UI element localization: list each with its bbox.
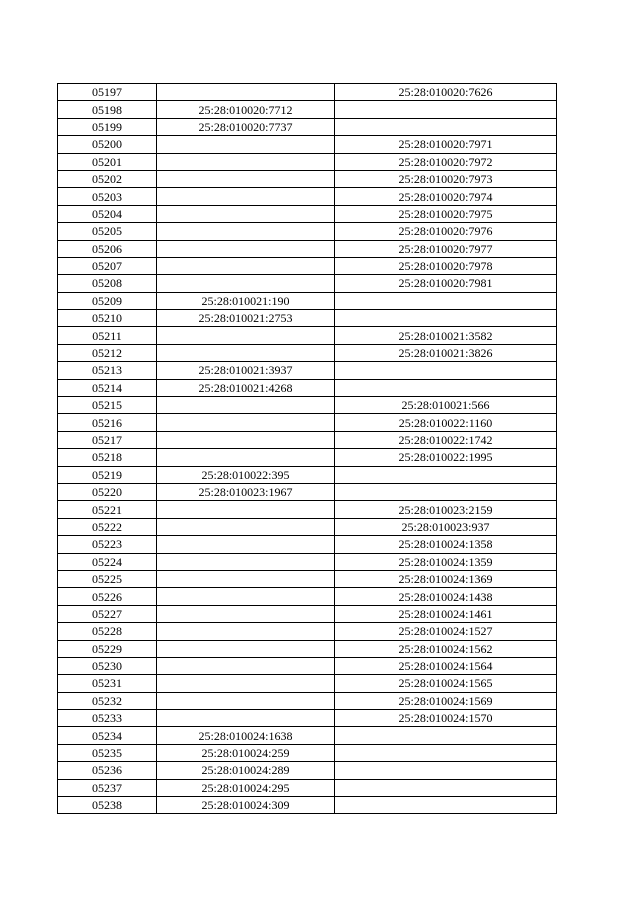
table-row	[58, 431, 557, 448]
cadastral-number-cell-right	[335, 744, 557, 761]
cadastral-number-cell-left	[157, 327, 335, 344]
table-row	[58, 727, 557, 744]
cadastral-number-cell-right	[335, 101, 557, 118]
cadastral-number-cell-left: 25:28:010024:309	[157, 797, 335, 814]
row-number-cell: 05225	[58, 570, 157, 587]
table-row	[58, 553, 557, 570]
cadastral-number-cell-right	[335, 466, 557, 483]
table-row	[58, 605, 557, 622]
table-row	[58, 205, 557, 222]
cadastral-number-cell-left	[157, 344, 335, 361]
cadastral-number-cell-right	[335, 292, 557, 309]
row-number-cell: 05229	[58, 640, 157, 657]
cadastral-number-cell-right: 25:28:010024:1565	[335, 675, 557, 692]
table-row	[58, 501, 557, 518]
cadastral-number-cell-left	[157, 657, 335, 674]
cadastral-number-cell-right: 25:28:010022:1742	[335, 431, 557, 448]
table-row	[58, 744, 557, 761]
row-number-cell: 05221	[58, 501, 157, 518]
cadastral-number-cell-right: 25:28:010020:7976	[335, 223, 557, 240]
cadastral-number-cell-left	[157, 570, 335, 587]
cadastral-number-cell-right: 25:28:010023:2159	[335, 501, 557, 518]
row-number-cell: 05233	[58, 710, 157, 727]
table-row	[58, 223, 557, 240]
row-number-cell: 05234	[58, 727, 157, 744]
cadastral-number-cell-left	[157, 536, 335, 553]
table-row	[58, 153, 557, 170]
row-number-cell: 05204	[58, 205, 157, 222]
cadastral-number-cell-right: 25:28:010024:1358	[335, 536, 557, 553]
cadastral-number-cell-left	[157, 84, 335, 101]
table-row	[58, 483, 557, 500]
cadastral-number-cell-right: 25:28:010024:1438	[335, 588, 557, 605]
cadastral-number-cell-left	[157, 275, 335, 292]
cadastral-number-cell-left: 25:28:010020:7712	[157, 101, 335, 118]
row-number-cell: 05207	[58, 257, 157, 274]
table-row	[58, 797, 557, 814]
row-number-cell: 05209	[58, 292, 157, 309]
cadastral-number-cell-left: 25:28:010022:395	[157, 466, 335, 483]
cadastral-number-cell-left	[157, 692, 335, 709]
table-row	[58, 570, 557, 587]
cadastral-number-cell-right	[335, 727, 557, 744]
cadastral-number-cell-left	[157, 588, 335, 605]
table-row	[58, 275, 557, 292]
cadastral-number-cell-left	[157, 710, 335, 727]
table-row	[58, 536, 557, 553]
row-number-cell: 05200	[58, 136, 157, 153]
cadastral-number-cell-left: 25:28:010023:1967	[157, 483, 335, 500]
cadastral-number-cell-left	[157, 240, 335, 257]
cadastral-number-cell-left	[157, 640, 335, 657]
row-number-cell: 05219	[58, 466, 157, 483]
row-number-cell: 05213	[58, 362, 157, 379]
table-row	[58, 379, 557, 396]
table-row	[58, 327, 557, 344]
row-number-cell: 05230	[58, 657, 157, 674]
cadastral-number-cell-left	[157, 518, 335, 535]
cadastral-number-cell-right: 25:28:010020:7973	[335, 170, 557, 187]
table-row	[58, 414, 557, 431]
row-number-cell: 05208	[58, 275, 157, 292]
row-number-cell: 05199	[58, 118, 157, 135]
table-row	[58, 136, 557, 153]
cadastral-number-cell-left	[157, 501, 335, 518]
row-number-cell: 05217	[58, 431, 157, 448]
table-row	[58, 762, 557, 779]
cadastral-number-cell-right	[335, 762, 557, 779]
table-row	[58, 710, 557, 727]
table-row	[58, 118, 557, 135]
cadastral-number-cell-right	[335, 483, 557, 500]
row-number-cell: 05206	[58, 240, 157, 257]
cadastral-number-cell-left: 25:28:010024:289	[157, 762, 335, 779]
table-row	[58, 518, 557, 535]
table-row	[58, 240, 557, 257]
cadastral-number-cell-right: 25:28:010020:7975	[335, 205, 557, 222]
cadastral-number-cell-left: 25:28:010020:7737	[157, 118, 335, 135]
row-number-cell: 05216	[58, 414, 157, 431]
cadastral-number-cell-right: 25:28:010024:1369	[335, 570, 557, 587]
cadastral-number-cell-right	[335, 118, 557, 135]
cadastral-number-cell-right	[335, 379, 557, 396]
cadastral-number-cell-right: 25:28:010020:7626	[335, 84, 557, 101]
cadastral-number-cell-right: 25:28:010024:1570	[335, 710, 557, 727]
registry-table	[57, 83, 557, 814]
cadastral-number-cell-left	[157, 449, 335, 466]
cadastral-number-cell-left: 25:28:010021:3937	[157, 362, 335, 379]
row-number-cell: 05238	[58, 797, 157, 814]
cadastral-number-cell-left: 25:28:010024:295	[157, 779, 335, 796]
row-number-cell: 05237	[58, 779, 157, 796]
row-number-cell: 05203	[58, 188, 157, 205]
table-row	[58, 84, 557, 101]
row-number-cell: 05232	[58, 692, 157, 709]
cadastral-number-cell-left	[157, 170, 335, 187]
table-row	[58, 675, 557, 692]
row-number-cell: 05218	[58, 449, 157, 466]
cadastral-number-cell-right: 25:28:010023:937	[335, 518, 557, 535]
cadastral-number-cell-right	[335, 779, 557, 796]
cadastral-number-cell-left	[157, 623, 335, 640]
row-number-cell: 05211	[58, 327, 157, 344]
cadastral-number-cell-left	[157, 188, 335, 205]
cadastral-number-cell-right	[335, 362, 557, 379]
row-number-cell: 05201	[58, 153, 157, 170]
cadastral-number-cell-left: 25:28:010021:2753	[157, 310, 335, 327]
cadastral-number-cell-left	[157, 605, 335, 622]
cadastral-number-cell-right: 25:28:010020:7971	[335, 136, 557, 153]
table-row	[58, 101, 557, 118]
cadastral-number-cell-right: 25:28:010020:7977	[335, 240, 557, 257]
table-row	[58, 640, 557, 657]
table-row	[58, 588, 557, 605]
cadastral-number-cell-left	[157, 223, 335, 240]
cadastral-number-cell-left	[157, 675, 335, 692]
row-number-cell: 05231	[58, 675, 157, 692]
table-row	[58, 779, 557, 796]
cadastral-number-cell-right: 25:28:010020:7972	[335, 153, 557, 170]
row-number-cell: 05214	[58, 379, 157, 396]
cadastral-number-cell-right: 25:28:010021:3582	[335, 327, 557, 344]
cadastral-number-cell-left	[157, 205, 335, 222]
row-number-cell: 05236	[58, 762, 157, 779]
cadastral-number-cell-right: 25:28:010024:1564	[335, 657, 557, 674]
cadastral-number-cell-right: 25:28:010021:566	[335, 397, 557, 414]
row-number-cell: 05210	[58, 310, 157, 327]
table-row	[58, 623, 557, 640]
cadastral-number-cell-right: 25:28:010020:7981	[335, 275, 557, 292]
cadastral-number-cell-left	[157, 257, 335, 274]
cadastral-number-cell-left	[157, 397, 335, 414]
cadastral-number-cell-right: 25:28:010022:1160	[335, 414, 557, 431]
cadastral-number-cell-right: 25:28:010020:7974	[335, 188, 557, 205]
cadastral-number-cell-right: 25:28:010020:7978	[335, 257, 557, 274]
cadastral-number-cell-left: 25:28:010021:190	[157, 292, 335, 309]
cadastral-number-cell-left: 25:28:010024:1638	[157, 727, 335, 744]
row-number-cell: 05197	[58, 84, 157, 101]
row-number-cell: 05220	[58, 483, 157, 500]
registry-table-body	[58, 84, 557, 814]
row-number-cell: 05223	[58, 536, 157, 553]
cadastral-number-cell-right: 25:28:010024:1527	[335, 623, 557, 640]
table-row	[58, 170, 557, 187]
row-number-cell: 05212	[58, 344, 157, 361]
cadastral-number-cell-left	[157, 553, 335, 570]
cadastral-number-cell-right: 25:28:010024:1569	[335, 692, 557, 709]
row-number-cell: 05202	[58, 170, 157, 187]
row-number-cell: 05205	[58, 223, 157, 240]
table-row	[58, 310, 557, 327]
table-row	[58, 362, 557, 379]
row-number-cell: 05227	[58, 605, 157, 622]
table-row	[58, 257, 557, 274]
row-number-cell: 05222	[58, 518, 157, 535]
cadastral-number-cell-left	[157, 136, 335, 153]
cadastral-number-cell-left: 25:28:010021:4268	[157, 379, 335, 396]
cadastral-number-cell-left	[157, 414, 335, 431]
cadastral-number-cell-left	[157, 153, 335, 170]
table-row	[58, 657, 557, 674]
cadastral-number-cell-right	[335, 797, 557, 814]
table-row	[58, 449, 557, 466]
cadastral-number-cell-right: 25:28:010024:1359	[335, 553, 557, 570]
table-row	[58, 692, 557, 709]
row-number-cell: 05198	[58, 101, 157, 118]
row-number-cell: 05228	[58, 623, 157, 640]
row-number-cell: 05226	[58, 588, 157, 605]
table-row	[58, 397, 557, 414]
cadastral-number-cell-right: 25:28:010024:1562	[335, 640, 557, 657]
row-number-cell: 05235	[58, 744, 157, 761]
row-number-cell: 05224	[58, 553, 157, 570]
table-row	[58, 466, 557, 483]
cadastral-number-cell-right: 25:28:010021:3826	[335, 344, 557, 361]
table-row	[58, 292, 557, 309]
cadastral-number-cell-right: 25:28:010024:1461	[335, 605, 557, 622]
table-row	[58, 188, 557, 205]
table-row	[58, 344, 557, 361]
cadastral-number-cell-left	[157, 431, 335, 448]
cadastral-number-cell-left: 25:28:010024:259	[157, 744, 335, 761]
cadastral-number-cell-right: 25:28:010022:1995	[335, 449, 557, 466]
row-number-cell: 05215	[58, 397, 157, 414]
cadastral-number-cell-right	[335, 310, 557, 327]
